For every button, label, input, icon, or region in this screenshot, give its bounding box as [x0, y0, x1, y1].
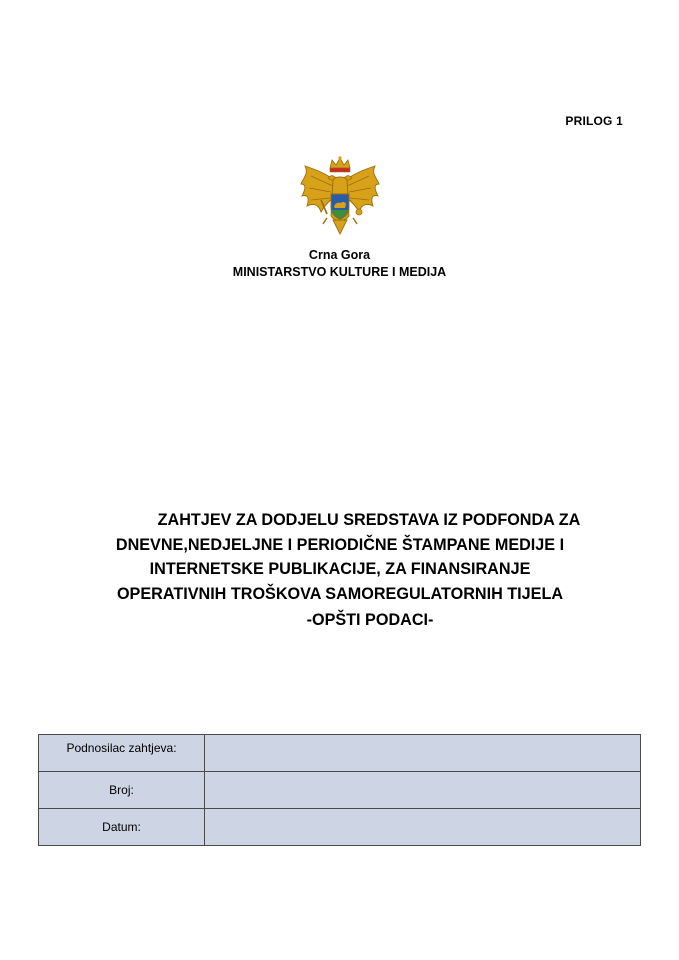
table-row — [39, 809, 641, 846]
applicant-label: Podnosilac zahtjeva: — [39, 735, 205, 772]
table-row — [39, 735, 641, 772]
title-subtitle: -OPŠTI PODACI- — [306, 611, 434, 630]
table-row — [39, 772, 641, 809]
date-field[interactable] — [205, 809, 641, 846]
number-label: Broj: — [39, 772, 205, 809]
title-line: OPERATIVNIH TROŠKOVA SAMOREGULATORNIH TIJELA — [116, 584, 564, 603]
document-title — [60, 508, 620, 633]
title-line: ZAHTJEV ZA DODJELU SREDSTAVA IZ PODFONDA ZA — [157, 511, 581, 529]
country-name: Crna Gora — [308, 248, 371, 262]
title-line: INTERNETSKE PUBLIKACIJE, ZA FINANSIRANJE — [149, 560, 531, 579]
montenegro-coat-of-arms-icon — [297, 156, 383, 248]
title-line: DNEVNE,NEDJELJNE I PERIODIČNE ŠTAMPANE MEDIJE I — [115, 535, 565, 554]
number-field[interactable] — [205, 772, 641, 809]
applicant-field[interactable] — [205, 735, 641, 772]
ministry-name: MINISTARSTVO KULTURE I MEDIJA — [232, 265, 447, 279]
date-label: Datum: — [39, 809, 205, 846]
general-info-table — [38, 734, 641, 846]
annex-label: PRILOG 1 — [565, 114, 623, 128]
